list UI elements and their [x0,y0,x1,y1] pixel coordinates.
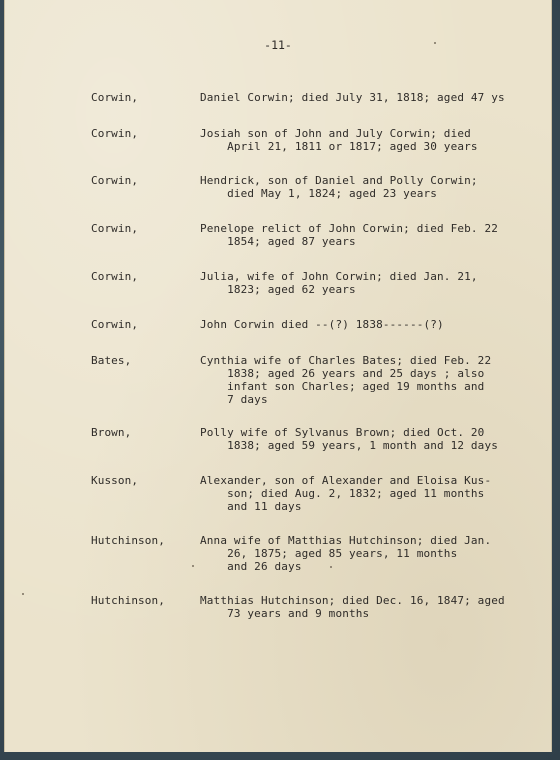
entry-line: son; died Aug. 2, 1832; aged 11 months [200,487,485,500]
entry-line: 7 days [200,393,268,406]
paper-speck [434,42,436,44]
entry-text [200,222,498,248]
entry-line: Alexander, son of Alexander and Eloisa Kus- [200,474,492,487]
entry-text [200,594,505,620]
entry-text [200,318,444,331]
entry-text [200,354,491,406]
entry-surname: Corwin, [91,91,139,104]
entry-line: Penelope relict of John Corwin; died Feb. 22 [200,222,498,235]
entry-line: 73 years and 9 months [200,607,370,620]
entry-line: 1854; aged 87 years [200,235,356,248]
entry-line: 1838; aged 26 years and 25 days ; also [200,367,485,380]
entry-line: Cynthia wife of Charles Bates; died Feb. 22 [200,354,492,367]
entry-surname: Brown, [91,426,132,439]
document-page [4,0,552,752]
entry-surname: Corwin, [91,127,139,140]
entry-line: and 11 days [200,500,302,513]
entry-surname: Corwin, [91,270,139,283]
entry-line: died May 1, 1824; aged 23 years [200,187,438,200]
paper-speck [192,565,194,567]
paper-speck [330,566,332,568]
entry-surname: Corwin, [91,174,139,187]
entry-line: Matthias Hutchinson; died Dec. 16, 1847; aged [200,594,505,607]
entry-line: 1823; aged 62 years [200,283,356,296]
entry-surname: Kusson, [91,474,139,487]
entry-line: Josiah son of John and July Corwin; died [200,127,471,140]
entry-line: Julia, wife of John Corwin; died Jan. 21, [200,270,478,283]
page-number: -11- [264,38,292,52]
entry-surname: Corwin, [91,318,139,331]
entry-text [200,174,478,200]
entry-text [200,127,478,153]
entry-line: Anna wife of Matthias Hutchinson; died Jan. [200,534,492,547]
entry-text [200,91,505,104]
entry-surname: Hutchinson, [91,534,165,547]
entry-line: April 21, 1811 or 1817; aged 30 years [200,140,478,153]
entry-line: Polly wife of Sylvanus Brown; died Oct. 20 [200,426,485,439]
entry-line: 26, 1875; aged 85 years, 11 months [200,547,458,560]
entry-text [200,534,491,573]
entry-line: Hendrick, son of Daniel and Polly Corwin; [200,174,478,187]
entry-line: 1838; aged 59 years, 1 month and 12 days [200,439,498,452]
entry-text [200,270,478,296]
entry-surname: Corwin, [91,222,139,235]
entry-line: and 26 days [200,560,302,573]
entry-surname: Bates, [91,354,132,367]
entry-line: Daniel Corwin; died July 31, 1818; aged 47 ys [200,91,505,104]
entry-text [200,426,498,452]
entry-line: John Corwin died --(?) 1838------(?) [200,318,444,331]
entry-surname: Hutchinson, [91,594,165,607]
entry-line: infant son Charles; aged 19 months and [200,380,485,393]
paper-speck [22,593,24,595]
entry-text [200,474,491,513]
